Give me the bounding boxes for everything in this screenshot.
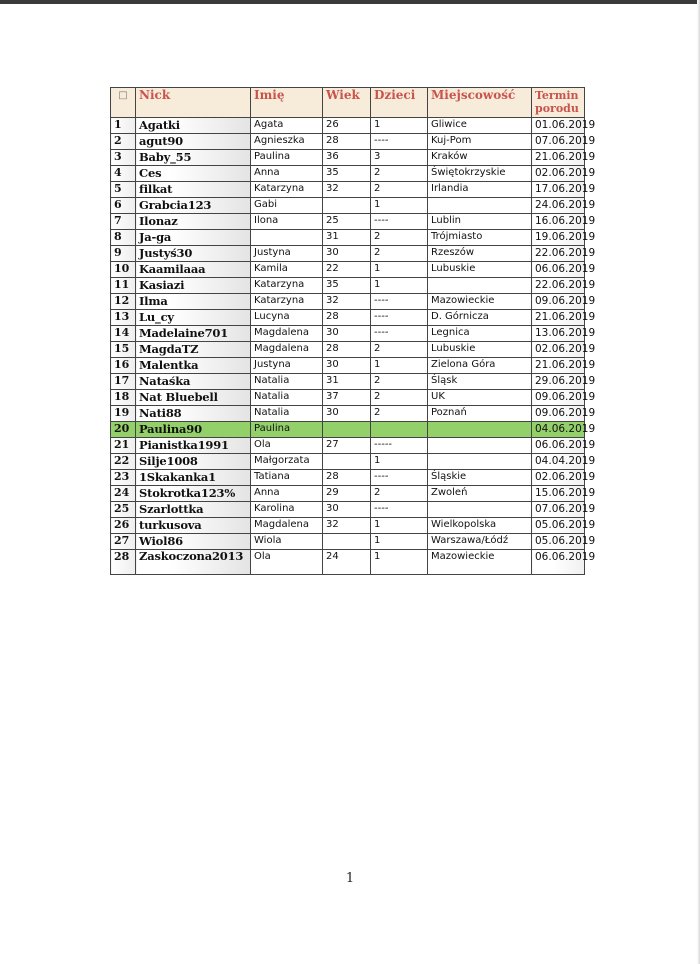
cell-termin: 06.06.2019: [532, 438, 585, 454]
cell-imie: Małgorzata: [251, 454, 323, 470]
row-number: 11: [111, 278, 136, 294]
cell-miejscowosc: [428, 438, 532, 454]
cell-miejscowosc: Mazowieckie: [428, 550, 532, 575]
cell-nick: Nati88: [136, 406, 251, 422]
column-header-dzieci: Dzieci: [371, 88, 428, 118]
table-row: [111, 534, 585, 550]
cell-imie: Gabi: [251, 198, 323, 214]
table-row: [111, 390, 585, 406]
cell-dzieci: 1: [371, 518, 428, 534]
cell-wiek: [323, 198, 371, 214]
cell-termin: 05.06.2019: [532, 518, 585, 534]
cell-miejscowosc: [428, 422, 532, 438]
table-row: [111, 118, 585, 134]
cell-miejscowosc: Legnica: [428, 326, 532, 342]
cell-dzieci: 2: [371, 406, 428, 422]
cell-dzieci: 3: [371, 150, 428, 166]
row-number: 23: [111, 470, 136, 486]
cell-dzieci: 1: [371, 454, 428, 470]
cell-miejscowosc: Mazowieckie: [428, 294, 532, 310]
cell-termin: 04.06.2019: [532, 422, 585, 438]
cell-nick: Szarlottka: [136, 502, 251, 518]
cell-miejscowosc: Śląskie: [428, 470, 532, 486]
cell-nick: turkusova: [136, 518, 251, 534]
cell-imie: Ola: [251, 550, 323, 575]
cell-wiek: 30: [323, 502, 371, 518]
cell-miejscowosc: Zwoleń: [428, 486, 532, 502]
cell-termin: 17.06.2019: [532, 182, 585, 198]
cell-imie: Magdalena: [251, 342, 323, 358]
cell-wiek: 28: [323, 470, 371, 486]
cell-wiek: 35: [323, 166, 371, 182]
row-number: 12: [111, 294, 136, 310]
cell-dzieci: 1: [371, 534, 428, 550]
cell-wiek: 28: [323, 342, 371, 358]
table-row: [111, 294, 585, 310]
row-number: 18: [111, 390, 136, 406]
select-all-marker: □: [111, 88, 136, 118]
cell-dzieci: 1: [371, 262, 428, 278]
cell-termin: 06.06.2019: [532, 262, 585, 278]
cell-imie: Natalia: [251, 406, 323, 422]
cell-dzieci: ----: [371, 294, 428, 310]
row-number: 17: [111, 374, 136, 390]
row-number: 4: [111, 166, 136, 182]
cell-miejscowosc: Rzeszów: [428, 246, 532, 262]
row-number: 22: [111, 454, 136, 470]
column-header-nick: Nick: [136, 88, 251, 118]
cell-dzieci: ----: [371, 326, 428, 342]
cell-termin: 02.06.2019: [532, 342, 585, 358]
table-row: [111, 182, 585, 198]
cell-nick: Baby_55: [136, 150, 251, 166]
cell-termin: 09.06.2019: [532, 294, 585, 310]
cell-termin: 09.06.2019: [532, 390, 585, 406]
cell-dzieci: ----: [371, 134, 428, 150]
table-row: [111, 198, 585, 214]
cell-termin: 21.06.2019: [532, 310, 585, 326]
cell-imie: Katarzyna: [251, 294, 323, 310]
row-number: 15: [111, 342, 136, 358]
cell-wiek: [323, 454, 371, 470]
cell-termin: 16.06.2019: [532, 214, 585, 230]
cell-dzieci: 1: [371, 278, 428, 294]
cell-miejscowosc: Kraków: [428, 150, 532, 166]
cell-wiek: 36: [323, 150, 371, 166]
cell-imie: Ola: [251, 438, 323, 454]
cell-imie: Natalia: [251, 374, 323, 390]
table-row: [111, 310, 585, 326]
scan-edge-top: [0, 0, 700, 4]
cell-dzieci: 2: [371, 390, 428, 406]
cell-nick: 1Skakanka1: [136, 470, 251, 486]
cell-nick: Nataśka: [136, 374, 251, 390]
cell-wiek: 32: [323, 182, 371, 198]
cell-imie: Anna: [251, 486, 323, 502]
cell-imie: Tatiana: [251, 470, 323, 486]
row-number: 27: [111, 534, 136, 550]
cell-miejscowosc: Warszawa/Łódź: [428, 534, 532, 550]
row-number: 25: [111, 502, 136, 518]
cell-imie: Wiola: [251, 534, 323, 550]
cell-wiek: 28: [323, 310, 371, 326]
cell-nick: Ilonaz: [136, 214, 251, 230]
cell-miejscowosc: Trójmiasto: [428, 230, 532, 246]
cell-miejscowosc: Kuj-Pom: [428, 134, 532, 150]
cell-imie: Karolina: [251, 502, 323, 518]
cell-termin: 07.06.2019: [532, 502, 585, 518]
cell-wiek: 26: [323, 118, 371, 134]
cell-imie: Justyna: [251, 358, 323, 374]
table-row: [111, 358, 585, 374]
cell-wiek: 31: [323, 230, 371, 246]
cell-miejscowosc: [428, 502, 532, 518]
cell-nick: MagdaTZ: [136, 342, 251, 358]
cell-miejscowosc: Poznań: [428, 406, 532, 422]
row-number: 5: [111, 182, 136, 198]
table-row: [111, 486, 585, 502]
cell-imie: Magdalena: [251, 518, 323, 534]
cell-wiek: 28: [323, 134, 371, 150]
cell-miejscowosc: Lublin: [428, 214, 532, 230]
cell-nick: Kasiazi: [136, 278, 251, 294]
cell-dzieci: -----: [371, 438, 428, 454]
cell-termin: 06.06.2019: [532, 550, 585, 575]
cell-dzieci: 2: [371, 486, 428, 502]
cell-miejscowosc: Lubuskie: [428, 262, 532, 278]
cell-nick: filkat: [136, 182, 251, 198]
table-row: [111, 278, 585, 294]
cell-termin: 15.06.2019: [532, 486, 585, 502]
cell-miejscowosc: Lubuskie: [428, 342, 532, 358]
cell-wiek: 22: [323, 262, 371, 278]
cell-miejscowosc: [428, 454, 532, 470]
table-row: [111, 406, 585, 422]
table-row: [111, 470, 585, 486]
cell-dzieci: 2: [371, 374, 428, 390]
cell-nick: Grabcia123: [136, 198, 251, 214]
cell-wiek: [323, 534, 371, 550]
cell-miejscowosc: [428, 198, 532, 214]
cell-dzieci: 2: [371, 166, 428, 182]
cell-dzieci: ----: [371, 214, 428, 230]
cell-miejscowosc: Zielona Góra: [428, 358, 532, 374]
cell-nick: Paulina90: [136, 422, 251, 438]
table-row: [111, 422, 585, 438]
cell-miejscowosc: Gliwice: [428, 118, 532, 134]
cell-wiek: 24: [323, 550, 371, 575]
table-row: [111, 150, 585, 166]
cell-nick: Pianistka1991: [136, 438, 251, 454]
table-row: [111, 134, 585, 150]
column-header-wiek: Wiek: [323, 88, 371, 118]
cell-wiek: 25: [323, 214, 371, 230]
cell-dzieci: 2: [371, 342, 428, 358]
cell-dzieci: 1: [371, 550, 428, 575]
row-number: 10: [111, 262, 136, 278]
cell-miejscowosc: Irlandia: [428, 182, 532, 198]
table-row: [111, 518, 585, 534]
cell-nick: Malentka: [136, 358, 251, 374]
table-row: [111, 246, 585, 262]
cell-nick: Kaamilaaa: [136, 262, 251, 278]
table-row: [111, 326, 585, 342]
cell-termin: 07.06.2019: [532, 134, 585, 150]
cell-nick: Wiol86: [136, 534, 251, 550]
cell-termin: 24.06.2019: [532, 198, 585, 214]
table-row: [111, 454, 585, 470]
cell-imie: Justyna: [251, 246, 323, 262]
cell-dzieci: 1: [371, 358, 428, 374]
cell-miejscowosc: UK: [428, 390, 532, 406]
cell-wiek: 35: [323, 278, 371, 294]
table-header-row: [111, 88, 585, 118]
cell-termin: 22.06.2019: [532, 246, 585, 262]
table-row: [111, 438, 585, 454]
cell-nick: Zaskoczona2013: [136, 550, 251, 575]
table-row: [111, 214, 585, 230]
cell-termin: 22.06.2019: [532, 278, 585, 294]
cell-dzieci: 2: [371, 182, 428, 198]
cell-termin: 05.06.2019: [532, 534, 585, 550]
cell-nick: Ilma: [136, 294, 251, 310]
cell-nick: Stokrotka123%: [136, 486, 251, 502]
cell-wiek: 32: [323, 294, 371, 310]
row-number: 8: [111, 230, 136, 246]
cell-wiek: 29: [323, 486, 371, 502]
row-number: 26: [111, 518, 136, 534]
row-number: 24: [111, 486, 136, 502]
cell-miejscowosc: Wielkopolska: [428, 518, 532, 534]
row-number: 3: [111, 150, 136, 166]
cell-dzieci: ----: [371, 310, 428, 326]
table-row: [111, 166, 585, 182]
cell-termin: 21.06.2019: [532, 150, 585, 166]
cell-imie: [251, 230, 323, 246]
cell-miejscowosc: Świętokrzyskie: [428, 166, 532, 182]
row-number: 28: [111, 550, 136, 575]
cell-miejscowosc: [428, 278, 532, 294]
cell-nick: Ja-ga: [136, 230, 251, 246]
cell-nick: Justyś30: [136, 246, 251, 262]
cell-imie: Anna: [251, 166, 323, 182]
table-row: [111, 230, 585, 246]
page-number: 1: [345, 871, 355, 886]
cell-imie: Katarzyna: [251, 278, 323, 294]
table-row: [111, 502, 585, 518]
cell-wiek: 30: [323, 406, 371, 422]
cell-termin: 13.06.2019: [532, 326, 585, 342]
cell-termin: 19.06.2019: [532, 230, 585, 246]
cell-nick: Lu_cy: [136, 310, 251, 326]
cell-dzieci: [371, 422, 428, 438]
cell-dzieci: 1: [371, 118, 428, 134]
cell-imie: Agata: [251, 118, 323, 134]
row-number: 2: [111, 134, 136, 150]
cell-dzieci: 2: [371, 246, 428, 262]
row-number: 20: [111, 422, 136, 438]
table-row: [111, 262, 585, 278]
cell-wiek: 30: [323, 358, 371, 374]
row-number: 19: [111, 406, 136, 422]
row-number: 9: [111, 246, 136, 262]
row-number: 14: [111, 326, 136, 342]
cell-imie: Agnieszka: [251, 134, 323, 150]
row-number: 7: [111, 214, 136, 230]
cell-termin: 02.06.2019: [532, 470, 585, 486]
cell-miejscowosc: Śląsk: [428, 374, 532, 390]
cell-wiek: 30: [323, 246, 371, 262]
cell-imie: Paulina: [251, 150, 323, 166]
cell-imie: Magdalena: [251, 326, 323, 342]
row-number: 1: [111, 118, 136, 134]
cell-termin: 09.06.2019: [532, 406, 585, 422]
cell-nick: Ces: [136, 166, 251, 182]
table-row: [111, 374, 585, 390]
row-number: 6: [111, 198, 136, 214]
row-number: 13: [111, 310, 136, 326]
cell-termin: 29.06.2019: [532, 374, 585, 390]
cell-imie: Paulina: [251, 422, 323, 438]
cell-wiek: 37: [323, 390, 371, 406]
table-row: [111, 342, 585, 358]
cell-termin: 04.04.2019: [532, 454, 585, 470]
table-body: [111, 118, 596, 575]
cell-nick: agut90: [136, 134, 251, 150]
cell-termin: 01.06.2019: [532, 118, 585, 134]
column-header-miejscowosc: Miejscowość: [428, 88, 532, 118]
cell-wiek: 27: [323, 438, 371, 454]
cell-wiek: 31: [323, 374, 371, 390]
cell-imie: Katarzyna: [251, 182, 323, 198]
participants-table: [110, 87, 596, 575]
row-number: 21: [111, 438, 136, 454]
cell-wiek: [323, 422, 371, 438]
column-header-imie: Imię: [251, 88, 323, 118]
cell-imie: Kamila: [251, 262, 323, 278]
cell-nick: Nat Bluebell: [136, 390, 251, 406]
cell-dzieci: 1: [371, 198, 428, 214]
cell-dzieci: ----: [371, 502, 428, 518]
cell-wiek: 30: [323, 326, 371, 342]
cell-nick: Agatki: [136, 118, 251, 134]
column-header-termin: Termin porodu: [532, 88, 585, 118]
cell-imie: Natalia: [251, 390, 323, 406]
cell-imie: Ilona: [251, 214, 323, 230]
table-row: [111, 550, 585, 575]
cell-nick: Madelaine701: [136, 326, 251, 342]
cell-wiek: 32: [323, 518, 371, 534]
cell-termin: 21.06.2019: [532, 358, 585, 374]
cell-dzieci: 2: [371, 230, 428, 246]
cell-dzieci: ----: [371, 470, 428, 486]
cell-imie: Lucyna: [251, 310, 323, 326]
cell-termin: 02.06.2019: [532, 166, 585, 182]
cell-miejscowosc: D. Górnicza: [428, 310, 532, 326]
cell-nick: Silje1008: [136, 454, 251, 470]
row-number: 16: [111, 358, 136, 374]
